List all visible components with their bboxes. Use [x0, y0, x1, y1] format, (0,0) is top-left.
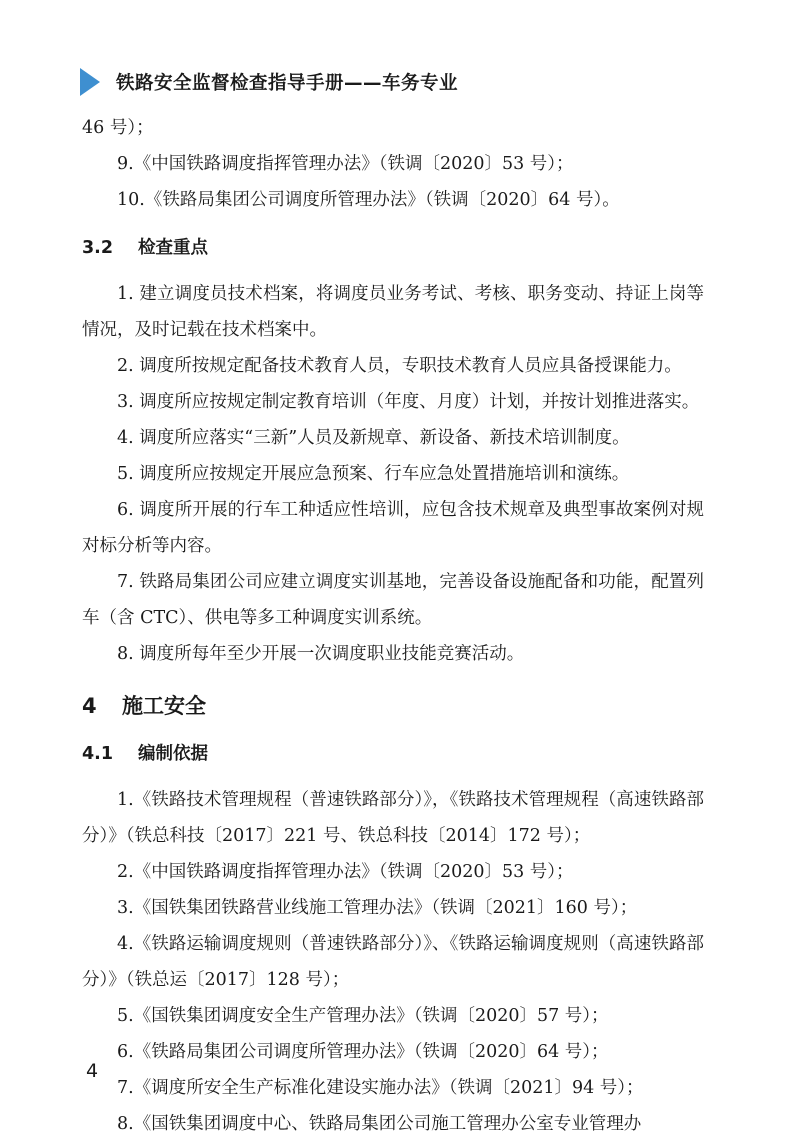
list-item: 46 号）；: [82, 118, 154, 138]
list-item: 1.《铁路技术管理规程（普速铁路部分）》，《铁路技术管理规程（高速铁路部分）》（铁总科技〔2017〕221 号、铁总科技〔2014〕172 号）；: [82, 790, 704, 846]
running-header-title: 铁路安全监督检查指导手册——车务专业: [116, 73, 459, 94]
list-item: 7.《调度所安全生产标准化建设实施办法》（铁调〔2021〕94 号）；: [117, 1078, 644, 1098]
section-number: 4.1: [82, 744, 114, 764]
list-item: 7. 铁路局集团公司应建立调度实训基地，完善设备设施配备和功能，配置列车（含 CTC）、供电等多工种调度实训系统。: [82, 572, 704, 628]
list-item: 4. 调度所应落实“三新”人员及新规章、新设备、新技术培训制度。: [117, 428, 630, 448]
list-item: 6.《铁路局集团公司调度所管理办法》（铁调〔2020〕64 号）；: [117, 1042, 609, 1062]
chapter-number: 4: [82, 694, 97, 718]
list-item: 4.《铁路运输调度规则（普速铁路部分）》、《铁路运输调度规则（高速铁路部分）》（铁总运〔2017〕128 号）；: [82, 934, 704, 990]
list-item: 5.《国铁集团调度安全生产管理办法》（铁调〔2020〕57 号）；: [117, 1006, 609, 1026]
page-number: 4: [86, 1060, 99, 1082]
chapter-title: 施工安全: [122, 694, 206, 718]
running-header: [80, 62, 458, 102]
section-heading-3-2: [82, 230, 704, 266]
list-item: 3. 调度所应按规定制定教育培训（年度、月度）计划，并按计划推进落实。: [117, 392, 700, 412]
section-number: 3.2: [82, 238, 114, 258]
list-item: 10.《铁路局集团公司调度所管理办法》（铁调〔2020〕64 号）。: [117, 190, 620, 210]
list-item: 8.《国铁集团调度中心、铁路局集团公司施工管理办公室专业管理办: [117, 1114, 642, 1134]
section-title: 编制依据: [138, 744, 208, 764]
triangle-marker-icon: [80, 68, 100, 96]
list-item: 5. 调度所应按规定开展应急预案、行车应急处置措施培训和演练。: [117, 464, 630, 484]
section-title: 检查重点: [138, 238, 208, 258]
list-item: 2. 调度所按规定配备技术教育人员，专职技术教育人员应具备授课能力。: [117, 356, 682, 376]
list-item: 1. 建立调度员技术档案，将调度员业务考试、考核、职务变动、持证上岗等情况，及时记载在技术档案中。: [82, 284, 704, 340]
chapter-heading-4: [82, 688, 704, 724]
list-item: 2.《中国铁路调度指挥管理办法》（铁调〔2020〕53 号）；: [117, 862, 574, 882]
list-item: 9.《中国铁路调度指挥管理办法》（铁调〔2020〕53 号）；: [117, 154, 574, 174]
list-item: 8. 调度所每年至少开展一次调度职业技能竞赛活动。: [117, 644, 525, 664]
section-heading-4-1: [82, 736, 704, 772]
list-item: 6. 调度所开展的行车工种适应性培训，应包含技术规章及典型事故案例对规对标分析等内容。: [82, 500, 704, 556]
list-item: 3.《国铁集团铁路营业线施工管理办法》（铁调〔2021〕160 号）；: [117, 898, 638, 918]
page-body: [82, 110, 704, 1142]
